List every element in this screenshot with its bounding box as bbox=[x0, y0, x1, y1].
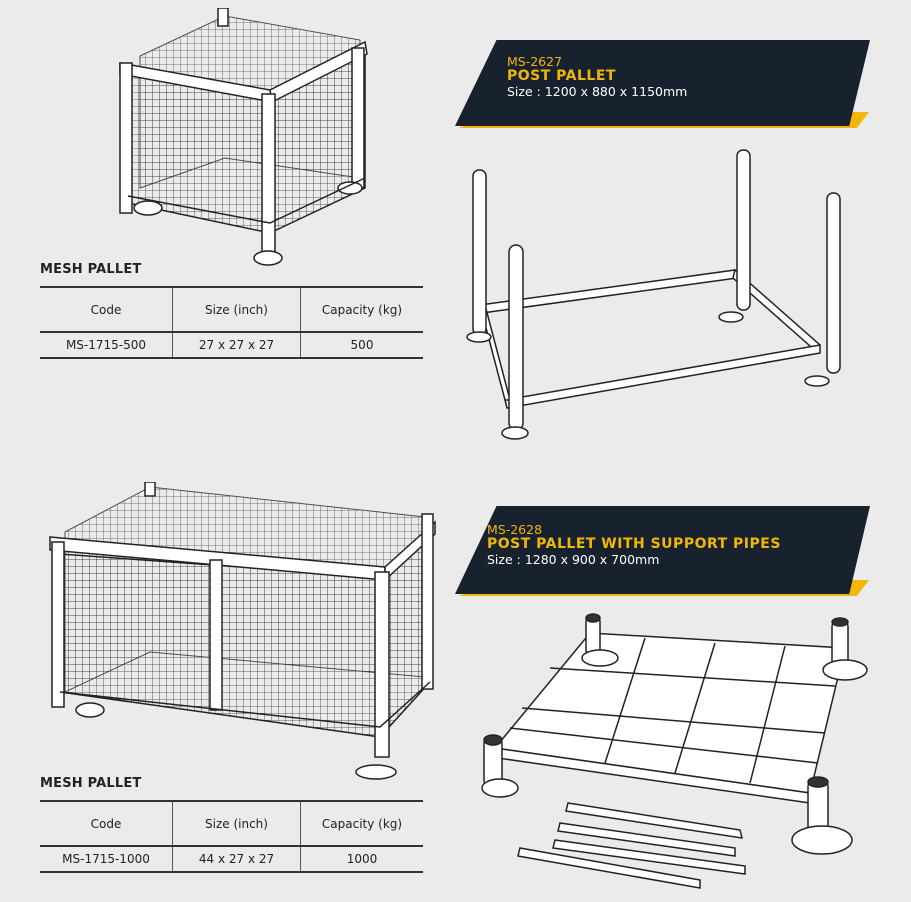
product-name: POST PALLET WITH SUPPORT PIPES bbox=[487, 536, 781, 552]
header-size: Size (inch) bbox=[173, 801, 301, 846]
product-size: Size : 1200 x 880 x 1150mm bbox=[507, 84, 688, 99]
cell-code: MS-1715-1000 bbox=[40, 846, 173, 872]
banner-ms-2628 bbox=[455, 506, 875, 606]
mesh-pallet-title-bottom: MESH PALLET bbox=[40, 776, 142, 791]
cell-capacity: 500 bbox=[301, 332, 424, 358]
header-capacity: Capacity (kg) bbox=[301, 801, 424, 846]
model-code: MS-2627 bbox=[507, 54, 563, 69]
spec-table-top bbox=[40, 286, 423, 359]
cell-size: 27 x 27 x 27 bbox=[173, 332, 301, 358]
model-code: MS-2628 bbox=[487, 522, 543, 537]
header-size: Size (inch) bbox=[173, 287, 301, 332]
product-name: POST PALLET bbox=[507, 68, 616, 84]
header-capacity: Capacity (kg) bbox=[301, 287, 424, 332]
cell-capacity: 1000 bbox=[301, 846, 424, 872]
mesh-pallet-title-top: MESH PALLET bbox=[40, 262, 142, 277]
cell-size: 44 x 27 x 27 bbox=[173, 846, 301, 872]
spec-table-bottom bbox=[40, 800, 423, 873]
header-code: Code bbox=[40, 801, 173, 846]
table-row bbox=[40, 332, 423, 358]
mesh-pallet-large-illustration bbox=[40, 482, 440, 780]
product-size: Size : 1280 x 900 x 700mm bbox=[487, 552, 660, 567]
table-row bbox=[40, 846, 423, 872]
post-pallet-illustration bbox=[465, 145, 860, 445]
banner-ms-2627 bbox=[455, 40, 875, 140]
header-code: Code bbox=[40, 287, 173, 332]
cell-code: MS-1715-500 bbox=[40, 332, 173, 358]
post-pallet-support-pipes-illustration bbox=[470, 608, 870, 898]
mesh-pallet-small-illustration bbox=[110, 8, 380, 270]
